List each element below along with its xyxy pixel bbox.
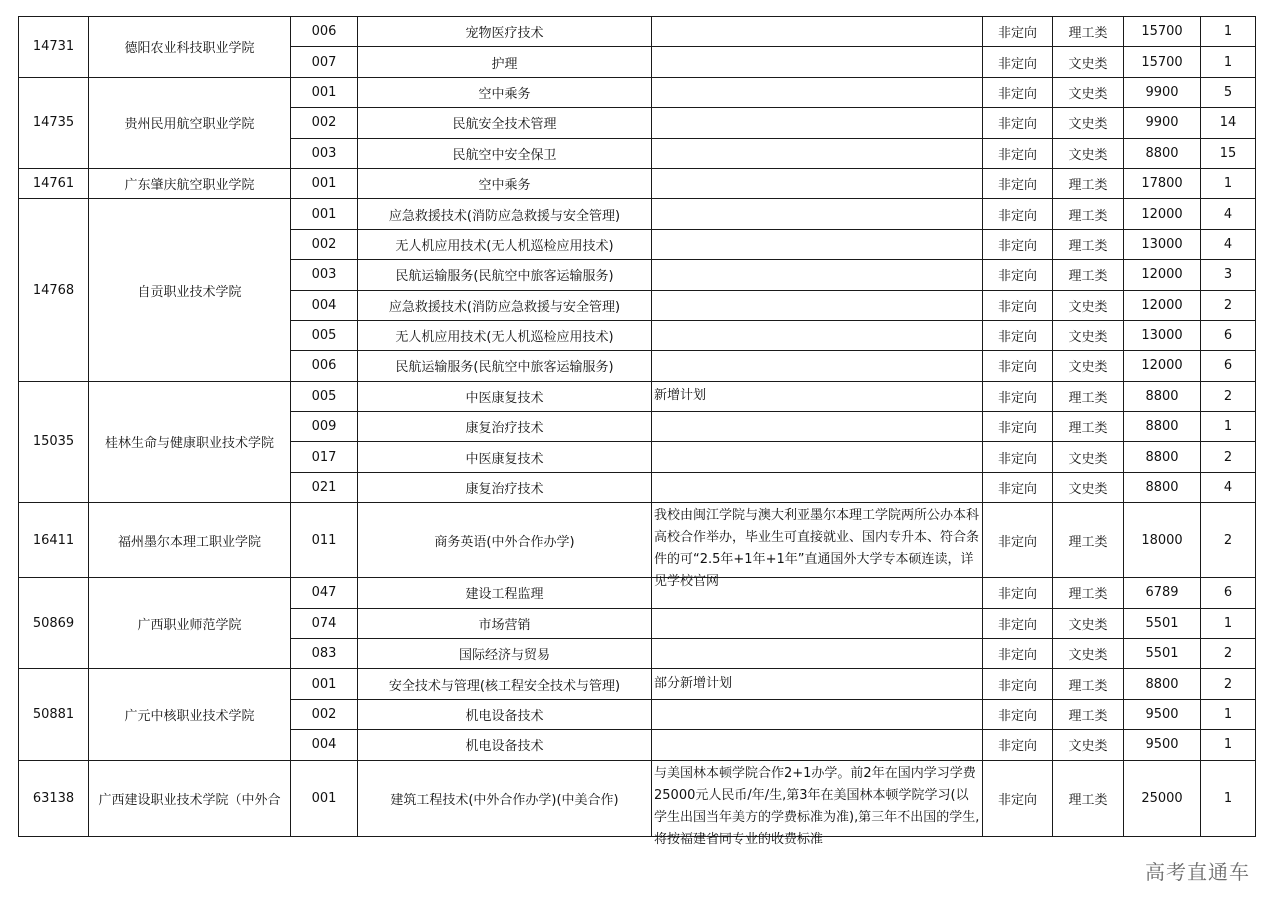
plan-type-cell: 非定向: [983, 229, 1053, 259]
plan-count-cell: 1: [1201, 730, 1256, 760]
plan-count-cell: 2: [1201, 503, 1256, 578]
category-cell: 文史类: [1053, 290, 1124, 320]
major-name-cell: 市场营销: [358, 608, 652, 638]
major-code-cell: 021: [291, 472, 358, 502]
plan-type-cell: 非定向: [983, 472, 1053, 502]
tuition-cell: 12000: [1124, 199, 1201, 229]
major-name-cell: 民航空中安全保卫: [358, 138, 652, 168]
category-cell: 文史类: [1053, 320, 1124, 350]
school-code-cell: 15035: [19, 381, 89, 503]
note-cell: [652, 608, 983, 638]
plan-count-cell: 1: [1201, 699, 1256, 729]
tuition-cell: 9500: [1124, 730, 1201, 760]
plan-type-cell: 非定向: [983, 578, 1053, 608]
plan-count-cell: 4: [1201, 199, 1256, 229]
table-row: [19, 760, 1256, 836]
school-code-cell: 14761: [19, 168, 89, 198]
school-name-cell: 广西职业师范学院: [89, 578, 291, 669]
category-cell: 理工类: [1053, 17, 1124, 47]
major-name-cell: 护理: [358, 47, 652, 77]
tuition-cell: 9900: [1124, 108, 1201, 138]
plan-count-cell: 2: [1201, 639, 1256, 669]
school-name-cell: 广元中核职业技术学院: [89, 669, 291, 760]
table-row: [19, 168, 1256, 198]
school-code-cell: 50869: [19, 578, 89, 669]
major-name-cell: 机电设备技术: [358, 730, 652, 760]
major-code-cell: 001: [291, 77, 358, 107]
tuition-cell: 18000: [1124, 503, 1201, 578]
note-cell: [652, 442, 983, 472]
category-cell: 文史类: [1053, 138, 1124, 168]
category-cell: 理工类: [1053, 412, 1124, 442]
school-name-cell: 广西建设职业技术学院（中外合: [89, 760, 291, 836]
category-cell: 理工类: [1053, 669, 1124, 699]
table-row: [19, 77, 1256, 107]
plan-type-cell: 非定向: [983, 412, 1053, 442]
plan-count-cell: 15: [1201, 138, 1256, 168]
major-name-cell: 国际经济与贸易: [358, 639, 652, 669]
school-code-cell: 63138: [19, 760, 89, 836]
plan-count-cell: 1: [1201, 47, 1256, 77]
plan-type-cell: 非定向: [983, 260, 1053, 290]
plan-count-cell: 1: [1201, 608, 1256, 638]
plan-type-cell: 非定向: [983, 730, 1053, 760]
plan-count-cell: 14: [1201, 108, 1256, 138]
major-code-cell: 003: [291, 138, 358, 168]
major-name-cell: 中医康复技术: [358, 442, 652, 472]
category-cell: 文史类: [1053, 47, 1124, 77]
note-cell: [652, 138, 983, 168]
tuition-cell: 8800: [1124, 669, 1201, 699]
note-cell: [652, 730, 983, 760]
plan-count-cell: 6: [1201, 578, 1256, 608]
plan-type-cell: 非定向: [983, 320, 1053, 350]
plan-count-cell: 1: [1201, 760, 1256, 836]
category-cell: 理工类: [1053, 260, 1124, 290]
major-name-cell: 无人机应用技术(无人机巡检应用技术): [358, 320, 652, 350]
major-name-cell: 民航安全技术管理: [358, 108, 652, 138]
plan-type-cell: 非定向: [983, 442, 1053, 472]
plan-type-cell: 非定向: [983, 503, 1053, 578]
major-name-cell: 应急救援技术(消防应急救援与安全管理): [358, 290, 652, 320]
plan-count-cell: 4: [1201, 229, 1256, 259]
school-code-cell: 16411: [19, 503, 89, 578]
school-name-cell: 自贡职业技术学院: [89, 199, 291, 381]
school-code-cell: 50881: [19, 669, 89, 760]
category-cell: 理工类: [1053, 229, 1124, 259]
note-cell: [652, 77, 983, 107]
major-name-cell: 民航运输服务(民航空中旅客运输服务): [358, 260, 652, 290]
major-code-cell: 011: [291, 503, 358, 578]
tuition-cell: 8800: [1124, 381, 1201, 411]
note-cell: [652, 472, 983, 502]
major-name-cell: 安全技术与管理(核工程安全技术与管理): [358, 669, 652, 699]
plan-count-cell: 2: [1201, 669, 1256, 699]
major-code-cell: 002: [291, 699, 358, 729]
major-code-cell: 005: [291, 320, 358, 350]
note-cell: [652, 47, 983, 77]
major-name-cell: 中医康复技术: [358, 381, 652, 411]
major-name-cell: 应急救援技术(消防应急救援与安全管理): [358, 199, 652, 229]
major-code-cell: 017: [291, 442, 358, 472]
note-cell: [652, 320, 983, 350]
note-cell: [652, 639, 983, 669]
category-cell: 文史类: [1053, 77, 1124, 107]
note-cell: [652, 699, 983, 729]
major-code-cell: 009: [291, 412, 358, 442]
category-cell: 文史类: [1053, 608, 1124, 638]
major-code-cell: 001: [291, 168, 358, 198]
note-cell: [652, 290, 983, 320]
major-code-cell: 006: [291, 351, 358, 381]
category-cell: 文史类: [1053, 639, 1124, 669]
major-code-cell: 002: [291, 229, 358, 259]
major-code-cell: 001: [291, 669, 358, 699]
category-cell: 文史类: [1053, 108, 1124, 138]
tuition-cell: 12000: [1124, 260, 1201, 290]
tuition-cell: 6789: [1124, 578, 1201, 608]
plan-count-cell: 1: [1201, 168, 1256, 198]
category-cell: 理工类: [1053, 578, 1124, 608]
note-cell: [652, 412, 983, 442]
plan-type-cell: 非定向: [983, 138, 1053, 168]
table-row: [19, 578, 1256, 608]
tuition-cell: 5501: [1124, 608, 1201, 638]
tuition-cell: 8800: [1124, 412, 1201, 442]
watermark-text: 高考直通车: [1145, 860, 1250, 884]
plan-type-cell: 非定向: [983, 168, 1053, 198]
table-row: [19, 199, 1256, 229]
category-cell: 理工类: [1053, 699, 1124, 729]
note-cell: [652, 108, 983, 138]
table-row: [19, 17, 1256, 47]
admission-plan-table-area: [18, 16, 1255, 848]
category-cell: 理工类: [1053, 168, 1124, 198]
category-cell: 理工类: [1053, 760, 1124, 836]
plan-type-cell: 非定向: [983, 760, 1053, 836]
category-cell: 文史类: [1053, 730, 1124, 760]
tuition-cell: 15700: [1124, 47, 1201, 77]
category-cell: 文史类: [1053, 442, 1124, 472]
plan-count-cell: 2: [1201, 290, 1256, 320]
major-code-cell: 001: [291, 199, 358, 229]
plan-count-cell: 6: [1201, 320, 1256, 350]
admission-plan-table: [18, 16, 1256, 848]
category-cell: 文史类: [1053, 351, 1124, 381]
plan-type-cell: 非定向: [983, 639, 1053, 669]
note-text: 与美国林本顿学院合作2+1办学。前2年在国内学习学费25000元人民币/年/生,第3年在美国林本顿学院学习(以学生出国当年美方的学费标准为准),第三年不出国的学生,将按福建省同专业的收费标准: [654, 766, 980, 848]
school-name-cell: 广东肇庆航空职业学院: [89, 168, 291, 198]
major-name-cell: 建设工程监理: [358, 578, 652, 608]
table-row: [19, 503, 1256, 578]
note-cell: [652, 760, 983, 848]
major-name-cell: 空中乘务: [358, 168, 652, 198]
plan-count-cell: 2: [1201, 381, 1256, 411]
school-code-cell: 14768: [19, 199, 89, 381]
category-cell: 理工类: [1053, 503, 1124, 578]
major-name-cell: 商务英语(中外合作办学): [358, 503, 652, 578]
plan-type-cell: 非定向: [983, 77, 1053, 107]
school-name-cell: 福州墨尔本理工职业学院: [89, 503, 291, 578]
major-code-cell: 006: [291, 17, 358, 47]
tuition-cell: 13000: [1124, 320, 1201, 350]
major-code-cell: 005: [291, 381, 358, 411]
plan-count-cell: 5: [1201, 77, 1256, 107]
school-name-cell: 桂林生命与健康职业技术学院: [89, 381, 291, 503]
major-name-cell: 宠物医疗技术: [358, 17, 652, 47]
plan-type-cell: 非定向: [983, 699, 1053, 729]
note-cell: [652, 229, 983, 259]
major-name-cell: 建筑工程技术(中外合作办学)(中美合作): [358, 760, 652, 836]
major-code-cell: 002: [291, 108, 358, 138]
major-name-cell: 机电设备技术: [358, 699, 652, 729]
major-code-cell: 074: [291, 608, 358, 638]
tuition-cell: 17800: [1124, 168, 1201, 198]
note-cell: 部分新增计划: [652, 669, 983, 699]
major-code-cell: 047: [291, 578, 358, 608]
major-name-cell: 无人机应用技术(无人机巡检应用技术): [358, 229, 652, 259]
school-code-cell: 14735: [19, 77, 89, 168]
tuition-cell: 25000: [1124, 760, 1201, 836]
note-cell: [652, 260, 983, 290]
major-code-cell: 001: [291, 760, 358, 836]
tuition-cell: 12000: [1124, 290, 1201, 320]
plan-type-cell: 非定向: [983, 608, 1053, 638]
plan-count-cell: 2: [1201, 442, 1256, 472]
plan-type-cell: 非定向: [983, 17, 1053, 47]
major-code-cell: 004: [291, 290, 358, 320]
plan-type-cell: 非定向: [983, 199, 1053, 229]
major-name-cell: 康复治疗技术: [358, 472, 652, 502]
school-name-cell: 贵州民用航空职业学院: [89, 77, 291, 168]
tuition-cell: 5501: [1124, 639, 1201, 669]
table-row: [19, 381, 1256, 411]
category-cell: 文史类: [1053, 472, 1124, 502]
note-text: 我校由闽江学院与澳大利亚墨尔本理工学院两所公办本科高校合作举办，毕业生可直接就业、国内专升本、符合条件的可“2.5年+1年+1年”直通国外大学专本硕连读，详见学校官网: [654, 508, 980, 590]
major-code-cell: 007: [291, 47, 358, 77]
note-cell: 新增计划: [652, 381, 983, 411]
plan-type-cell: 非定向: [983, 108, 1053, 138]
tuition-cell: 9500: [1124, 699, 1201, 729]
note-cell: [652, 17, 983, 47]
tuition-cell: 8800: [1124, 472, 1201, 502]
major-code-cell: 003: [291, 260, 358, 290]
major-name-cell: 空中乘务: [358, 77, 652, 107]
school-code-cell: 14731: [19, 17, 89, 78]
tuition-cell: 8800: [1124, 442, 1201, 472]
plan-count-cell: 4: [1201, 472, 1256, 502]
note-cell: [652, 351, 983, 381]
tuition-cell: 8800: [1124, 138, 1201, 168]
tuition-cell: 9900: [1124, 77, 1201, 107]
major-name-cell: 民航运输服务(民航空中旅客运输服务): [358, 351, 652, 381]
category-cell: 理工类: [1053, 381, 1124, 411]
note-cell: [652, 199, 983, 229]
tuition-cell: 12000: [1124, 351, 1201, 381]
plan-count-cell: 1: [1201, 412, 1256, 442]
plan-type-cell: 非定向: [983, 381, 1053, 411]
category-cell: 理工类: [1053, 199, 1124, 229]
plan-type-cell: 非定向: [983, 351, 1053, 381]
plan-type-cell: 非定向: [983, 290, 1053, 320]
note-cell: [652, 168, 983, 198]
school-name-cell: 德阳农业科技职业学院: [89, 17, 291, 78]
plan-count-cell: 3: [1201, 260, 1256, 290]
major-code-cell: 083: [291, 639, 358, 669]
tuition-cell: 13000: [1124, 229, 1201, 259]
major-code-cell: 004: [291, 730, 358, 760]
table-row: [19, 669, 1256, 699]
plan-count-cell: 6: [1201, 351, 1256, 381]
note-cell: [652, 503, 983, 590]
major-name-cell: 康复治疗技术: [358, 412, 652, 442]
plan-count-cell: 1: [1201, 17, 1256, 47]
plan-type-cell: 非定向: [983, 669, 1053, 699]
plan-type-cell: 非定向: [983, 47, 1053, 77]
tuition-cell: 15700: [1124, 17, 1201, 47]
